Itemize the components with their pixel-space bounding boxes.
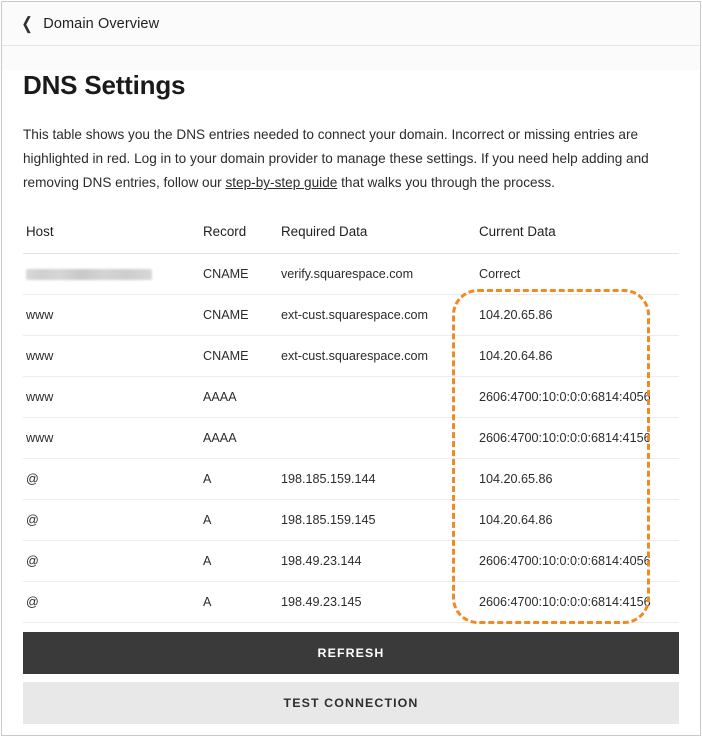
- masked-domain-redaction: [26, 269, 152, 280]
- cell-host: @: [23, 458, 203, 499]
- cell-host: @: [23, 499, 203, 540]
- cell-record: A: [203, 458, 281, 499]
- table-row: [23, 540, 679, 581]
- breadcrumb[interactable]: [2, 2, 700, 46]
- page-title: DNS Settings: [23, 70, 186, 100]
- cell-current-data: 104.20.64.86: [479, 335, 679, 376]
- cell-current-data: 2606:4700:10:0:0:0:6814:4156: [479, 581, 679, 622]
- intro-text-part2: that walks you through the process.: [337, 175, 555, 191]
- cell-current-data: 2606:4700:10:0:0:0:6814:4156: [479, 417, 679, 458]
- table-row: [23, 499, 679, 540]
- cell-record: A: [203, 581, 281, 622]
- dns-table-head: [23, 214, 679, 254]
- cell-host: www: [23, 335, 203, 376]
- step-by-step-guide-link[interactable]: step-by-step guide: [225, 175, 338, 191]
- cell-host: www: [23, 376, 203, 417]
- column-header-host: Host: [23, 214, 203, 254]
- table-row: [23, 376, 679, 417]
- table-row: [23, 294, 679, 335]
- test-connection-button[interactable]: TEST CONNECTION: [23, 682, 679, 724]
- table-row: [23, 417, 679, 458]
- main-content: [2, 70, 700, 736]
- column-header-current-data: Current Data: [479, 214, 679, 254]
- cell-record: AAAA: [203, 376, 281, 417]
- cell-record: A: [203, 540, 281, 581]
- cell-required-data: 198.49.23.145: [281, 581, 479, 622]
- dns-table-body: [23, 253, 679, 622]
- intro-text-part1: This table shows you the DNS entries needed to connect your domain. Incorrect or missing entries are highlighted in red. Log in to your domain provider to manage these settings. If you need help adding and removing DNS entries, follow our: [23, 127, 649, 191]
- cell-current-data: 104.20.64.86: [479, 499, 679, 540]
- cell-record: CNAME: [203, 253, 281, 294]
- chevron-left-icon[interactable]: ❮: [21, 14, 33, 33]
- cell-record: CNAME: [203, 294, 281, 335]
- cell-host: www: [23, 294, 203, 335]
- column-header-record: Record: [203, 214, 281, 254]
- dns-table: [23, 214, 679, 623]
- cell-current-data: 2606:4700:10:0:0:0:6814:4056: [479, 540, 679, 581]
- cell-required-data: verify.squarespace.com: [281, 253, 479, 294]
- breadcrumb-label[interactable]: Domain Overview: [43, 15, 160, 32]
- table-row: [23, 458, 679, 499]
- cell-required-data: ext-cust.squarespace.com: [281, 294, 479, 335]
- cell-record: CNAME: [203, 335, 281, 376]
- cell-host: [23, 253, 203, 294]
- cell-required-data: 198.185.159.144: [281, 458, 479, 499]
- cell-required-data: 198.49.23.144: [281, 540, 479, 581]
- refresh-button[interactable]: REFRESH: [23, 632, 679, 674]
- table-header-row: [23, 214, 679, 254]
- table-row: [23, 581, 679, 622]
- cell-required-data: 198.185.159.145: [281, 499, 479, 540]
- cell-required-data: ext-cust.squarespace.com: [281, 335, 479, 376]
- cell-host: @: [23, 581, 203, 622]
- cell-current-data: 104.20.65.86: [479, 294, 679, 335]
- cell-record: A: [203, 499, 281, 540]
- cell-current-data: Correct: [479, 253, 679, 294]
- cell-host: @: [23, 540, 203, 581]
- cell-current-data: 104.20.65.86: [479, 458, 679, 499]
- app-window: [1, 1, 701, 736]
- cell-record: AAAA: [203, 417, 281, 458]
- column-header-required-data: Required Data: [281, 214, 479, 254]
- cell-current-data: 2606:4700:10:0:0:0:6814:4056: [479, 376, 679, 417]
- cell-required-data: [281, 417, 479, 458]
- table-row: [23, 253, 679, 294]
- intro-paragraph: [23, 123, 679, 196]
- table-row: [23, 335, 679, 376]
- cell-host: www: [23, 417, 203, 458]
- cell-required-data: [281, 376, 479, 417]
